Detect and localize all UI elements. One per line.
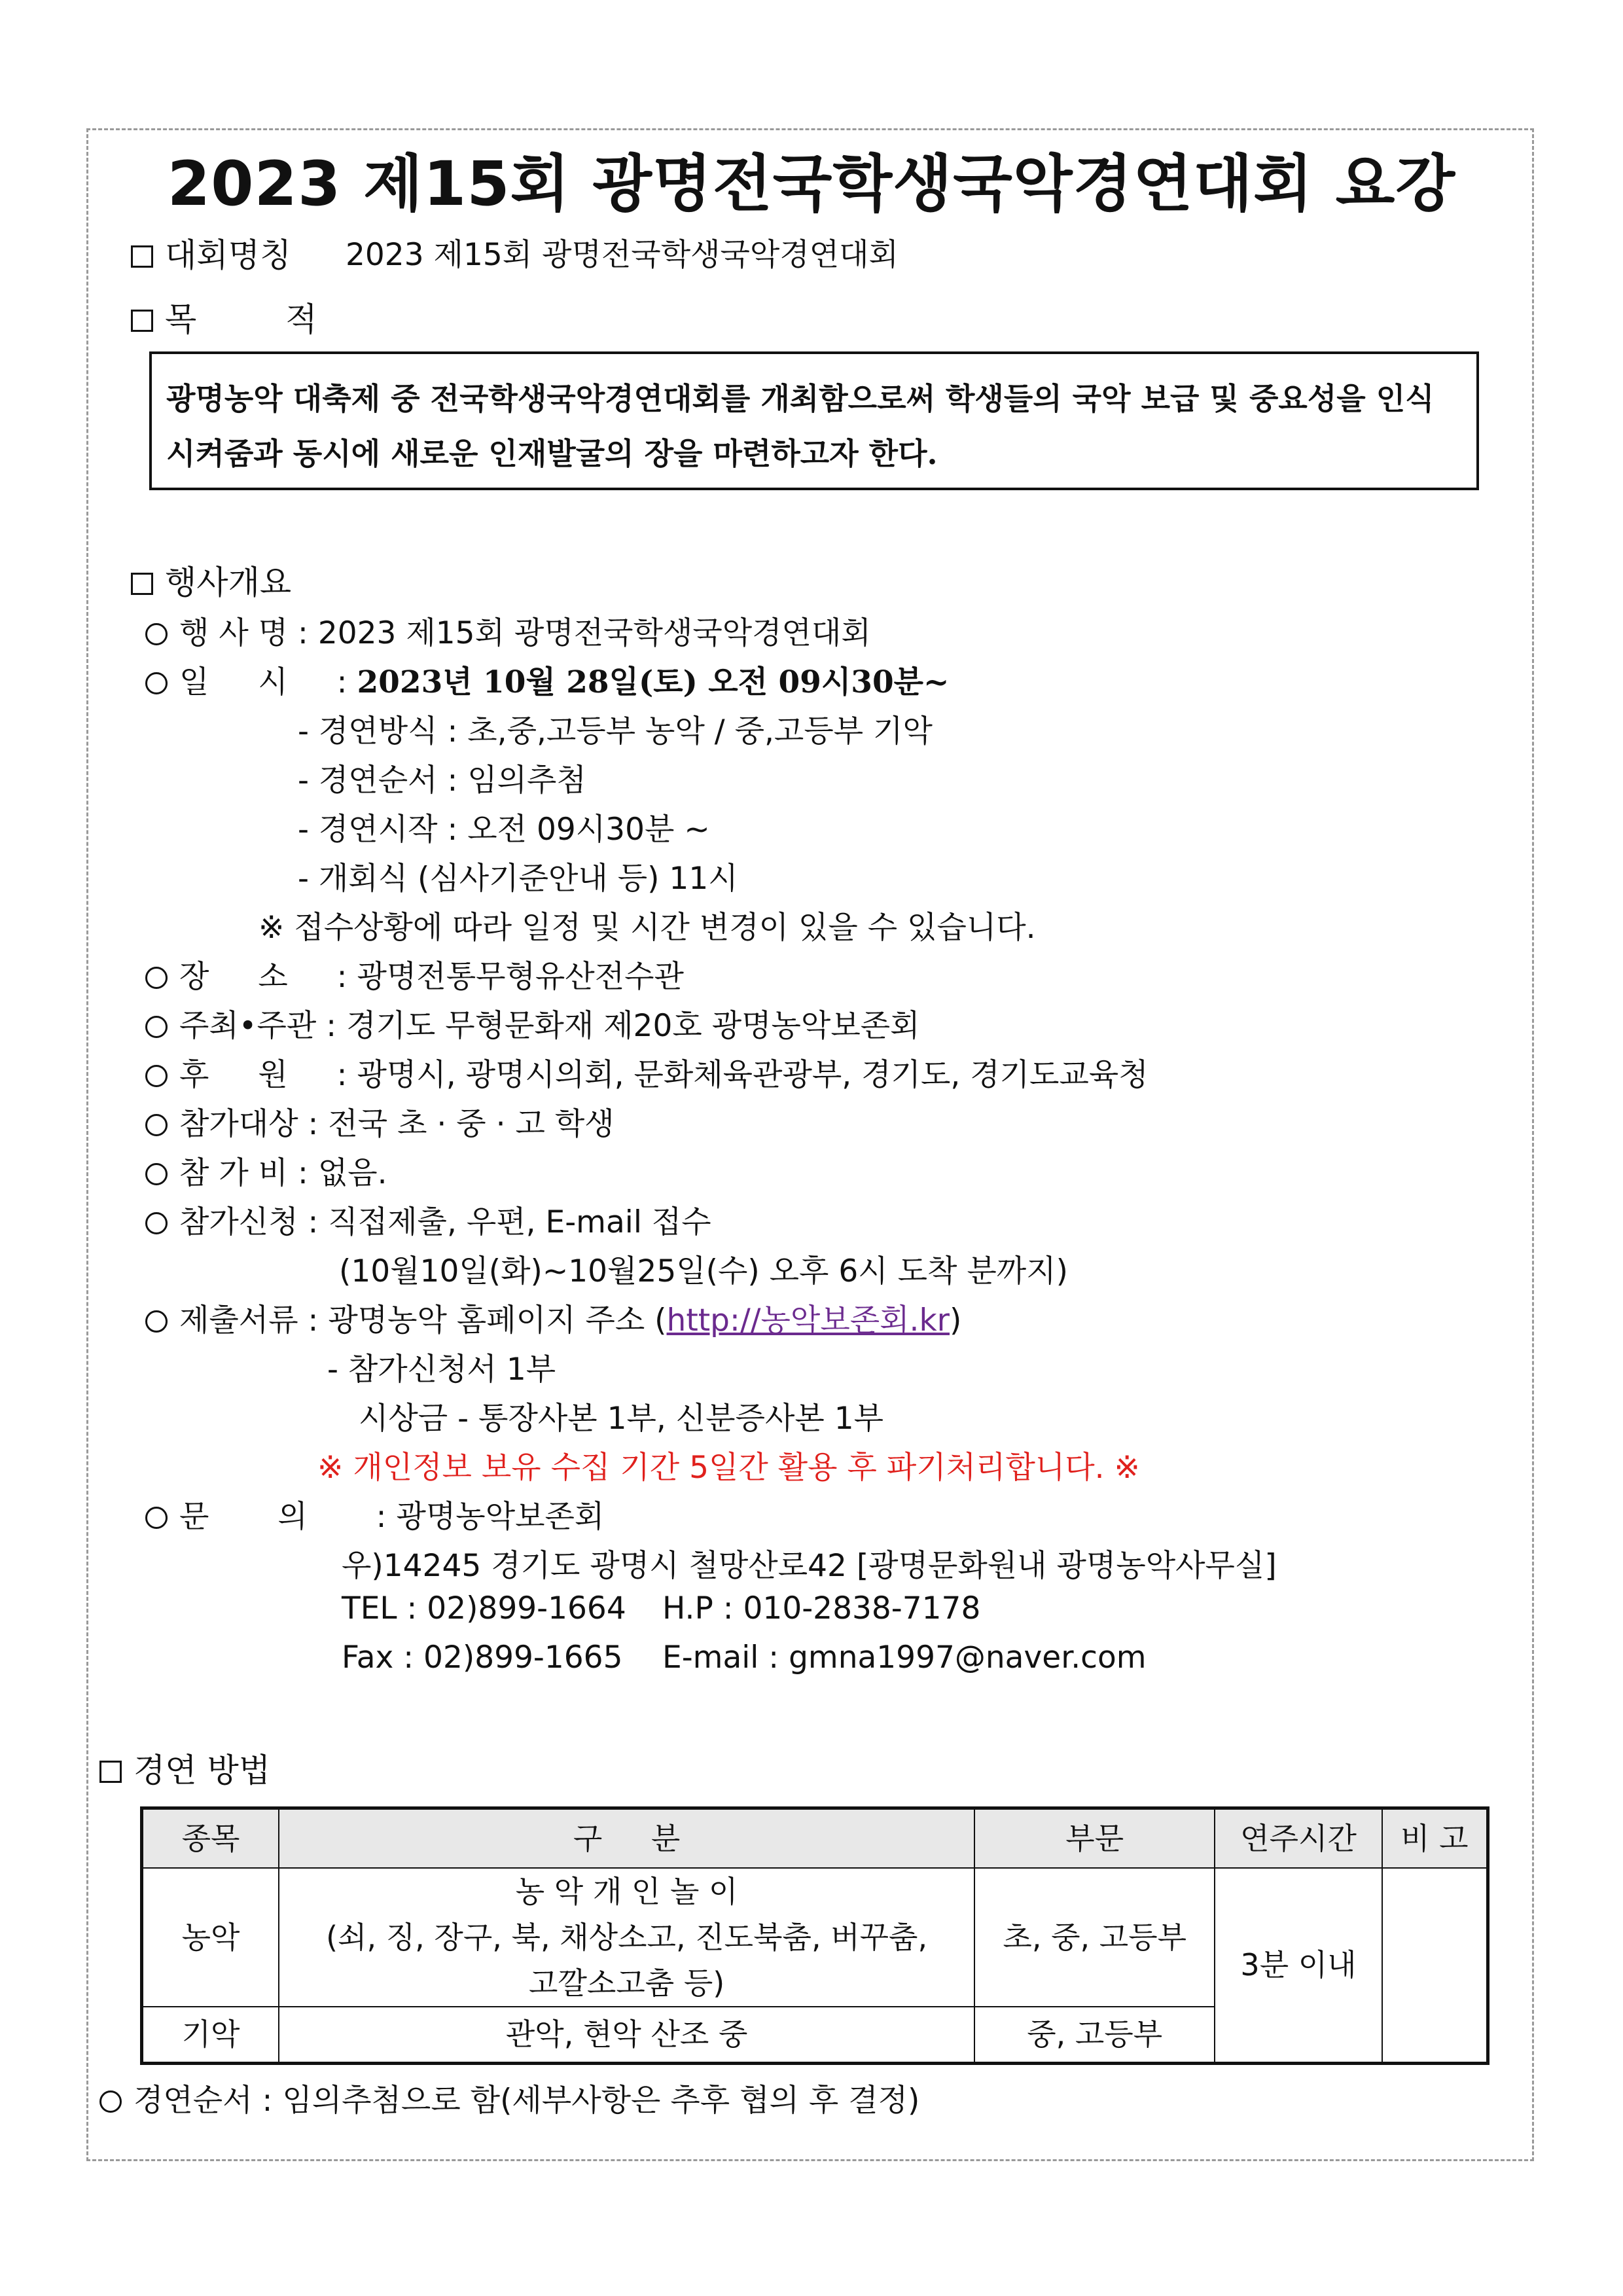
contact-org: 광명농악보존회 bbox=[396, 1499, 605, 1535]
apply-period: (10월10일(화)~10월25일(수) 오후 6시 도착 분까지) bbox=[339, 1253, 1068, 1289]
host-row bbox=[145, 1001, 920, 1045]
circle-bullet-icon bbox=[145, 967, 168, 989]
checkbox-square-icon bbox=[99, 1761, 122, 1783]
checkbox-square-icon bbox=[131, 245, 153, 268]
privacy-note: ※ 개인정보 보유 수집 기간 5일간 활용 후 파기처리합니다. ※ bbox=[317, 1450, 1140, 1486]
circle-bullet-icon bbox=[145, 623, 168, 645]
checkbox-square-icon bbox=[131, 310, 153, 332]
circle-bullet-icon bbox=[145, 1507, 168, 1529]
date-row bbox=[145, 658, 949, 702]
row1-detail bbox=[279, 1868, 974, 2007]
contact-fax: Fax : 02)899-1665 bbox=[342, 1640, 623, 1676]
checkbox-square-icon bbox=[131, 573, 153, 595]
contact-tel: TEL : 02)899-1664 bbox=[342, 1590, 626, 1626]
circle-bullet-icon bbox=[145, 1212, 168, 1234]
play-time: 3분 이내 bbox=[1215, 1868, 1382, 2063]
target-label: 참가대상 : bbox=[179, 1106, 319, 1142]
contact-label: 문 의 : bbox=[179, 1499, 387, 1535]
section-name-label: 대회명칭 bbox=[165, 236, 292, 274]
docs-item1: - 참가신청서 1부 bbox=[327, 1352, 556, 1388]
row1-division: 초, 중, 고등부 bbox=[974, 1868, 1215, 2007]
docs-row bbox=[145, 1296, 961, 1340]
circle-bullet-icon bbox=[145, 1065, 168, 1087]
fee-row bbox=[145, 1149, 387, 1193]
apply-value: 직접제출, 우편, E-mail 접수 bbox=[328, 1204, 711, 1240]
remark-cell bbox=[1382, 1868, 1488, 2063]
docs-item2: 시상금 - 통장사본 1부, 신분증사본 1부 bbox=[359, 1401, 884, 1437]
event-name-row bbox=[145, 609, 871, 653]
homepage-link[interactable]: http://농악보존회.kr bbox=[666, 1302, 950, 1338]
venue-label: 장 소 : bbox=[179, 959, 348, 995]
method-sub4: - 개회식 (심사기준안내 등) 11시 bbox=[298, 861, 738, 897]
method-sub1: - 경연방식 : 초,중,고등부 농악 / 중,고등부 기악 bbox=[298, 713, 933, 749]
order-note-row bbox=[99, 2076, 919, 2120]
contact-address: 우)14245 경기도 광명시 철망산로42 [광명문화원내 광명농악사무실] bbox=[342, 1548, 1277, 1584]
event-name-label: 행 사 명 : bbox=[179, 615, 308, 651]
row2-detail: 관악, 현악 산조 중 bbox=[279, 2007, 974, 2063]
venue-row bbox=[145, 952, 684, 996]
section-method bbox=[99, 1744, 270, 1791]
section-overview-label: 행사개요 bbox=[165, 564, 292, 601]
section-purpose bbox=[131, 293, 357, 340]
row1-detail-line1: 농 악 개 인 놀 이 bbox=[515, 1874, 738, 1909]
section-purpose-label: 목 적 bbox=[165, 300, 357, 338]
apply-label: 참가신청 : bbox=[179, 1204, 319, 1240]
order-note: 경연순서 : 임의추첨으로 함(세부사항은 추후 협의 후 결정) bbox=[134, 2083, 920, 2119]
date-value: 2023년 10월 28일(토) 오전 09시30분~ bbox=[357, 664, 950, 700]
circle-bullet-icon bbox=[145, 1114, 168, 1136]
target-row bbox=[145, 1100, 615, 1143]
page-title: 2023 제15회 광명전국학생국악경연대회 요강 bbox=[167, 149, 1456, 220]
header-time: 연주시간 bbox=[1215, 1808, 1382, 1869]
contact-row bbox=[145, 1492, 604, 1536]
section-name bbox=[131, 229, 291, 276]
fee-value: 없음. bbox=[317, 1155, 387, 1191]
docs-suffix: ) bbox=[950, 1302, 962, 1338]
apply-row bbox=[145, 1198, 711, 1242]
sponsor-row bbox=[145, 1050, 1149, 1094]
sponsor-value: 광명시, 광명시의회, 문화체육관광부, 경기도, 경기도교육청 bbox=[357, 1057, 1149, 1093]
section-method-label: 경연 방법 bbox=[134, 1751, 271, 1789]
row1-detail-line3: 고깔소고춤 등) bbox=[529, 1965, 725, 2001]
sponsor-label: 후 원 : bbox=[179, 1057, 348, 1093]
circle-bullet-icon bbox=[145, 1310, 168, 1333]
fee-label: 참 가 비 : bbox=[179, 1155, 308, 1191]
competition-name-value: 2023 제15회 광명전국학생국악경연대회 bbox=[346, 237, 899, 273]
venue-value: 광명전통무형유산전수관 bbox=[357, 959, 684, 995]
competition-table bbox=[140, 1806, 1489, 2065]
circle-bullet-icon bbox=[145, 672, 168, 694]
target-value: 전국 초 · 중 · 고 학생 bbox=[328, 1106, 615, 1142]
row2-category: 기악 bbox=[142, 2007, 279, 2063]
row2-division: 중, 고등부 bbox=[974, 2007, 1215, 2063]
docs-prefix: 광명농악 홈페이지 주소 ( bbox=[328, 1302, 667, 1338]
header-division: 부문 bbox=[974, 1808, 1215, 1869]
docs-label: 제출서류 : bbox=[179, 1302, 319, 1338]
circle-bullet-icon bbox=[145, 1016, 168, 1038]
table-row bbox=[142, 1868, 1488, 2007]
host-value: 경기도 무형문화재 제20호 광명농악보존회 bbox=[346, 1008, 920, 1044]
circle-bullet-icon bbox=[99, 2090, 122, 2113]
header-remark: 비 고 bbox=[1382, 1808, 1488, 1869]
contact-hp: H.P : 010-2838-7178 bbox=[662, 1590, 981, 1626]
header-detail: 구 분 bbox=[279, 1808, 974, 1869]
purpose-text: 광명농악 대축제 중 전국학생국악경연대회를 개최함으로써 학생들의 국악 보급 및 중요성을 인식시켜줌과 동시에 새로운 인재발굴의 장을 마련하고자 한다. bbox=[166, 381, 1435, 471]
method-sub2: - 경연순서 : 임의추첨 bbox=[298, 762, 586, 798]
row1-detail-line2: (쇠, 징, 장구, 북, 채상소고, 진도북춤, 버꾸춤, bbox=[326, 1920, 928, 1955]
section-overview bbox=[131, 556, 291, 603]
event-name-value: 2023 제15회 광명전국학생국악경연대회 bbox=[317, 615, 871, 651]
purpose-box bbox=[149, 351, 1479, 490]
method-sub3: - 경연시작 : 오전 09시30분 ~ bbox=[298, 812, 710, 848]
contact-email: E-mail : gmna1997@naver.com bbox=[662, 1640, 1147, 1676]
circle-bullet-icon bbox=[145, 1163, 168, 1185]
date-label: 일 시 : bbox=[179, 664, 348, 700]
schedule-note: ※ 접수상황에 따라 일정 및 시간 변경이 있을 수 있습니다. bbox=[259, 910, 1036, 946]
row1-category: 농악 bbox=[142, 1868, 279, 2007]
host-label: 주최•주관 : bbox=[179, 1008, 337, 1044]
header-category: 종목 bbox=[142, 1808, 279, 1869]
table-header-row bbox=[142, 1808, 1488, 1869]
